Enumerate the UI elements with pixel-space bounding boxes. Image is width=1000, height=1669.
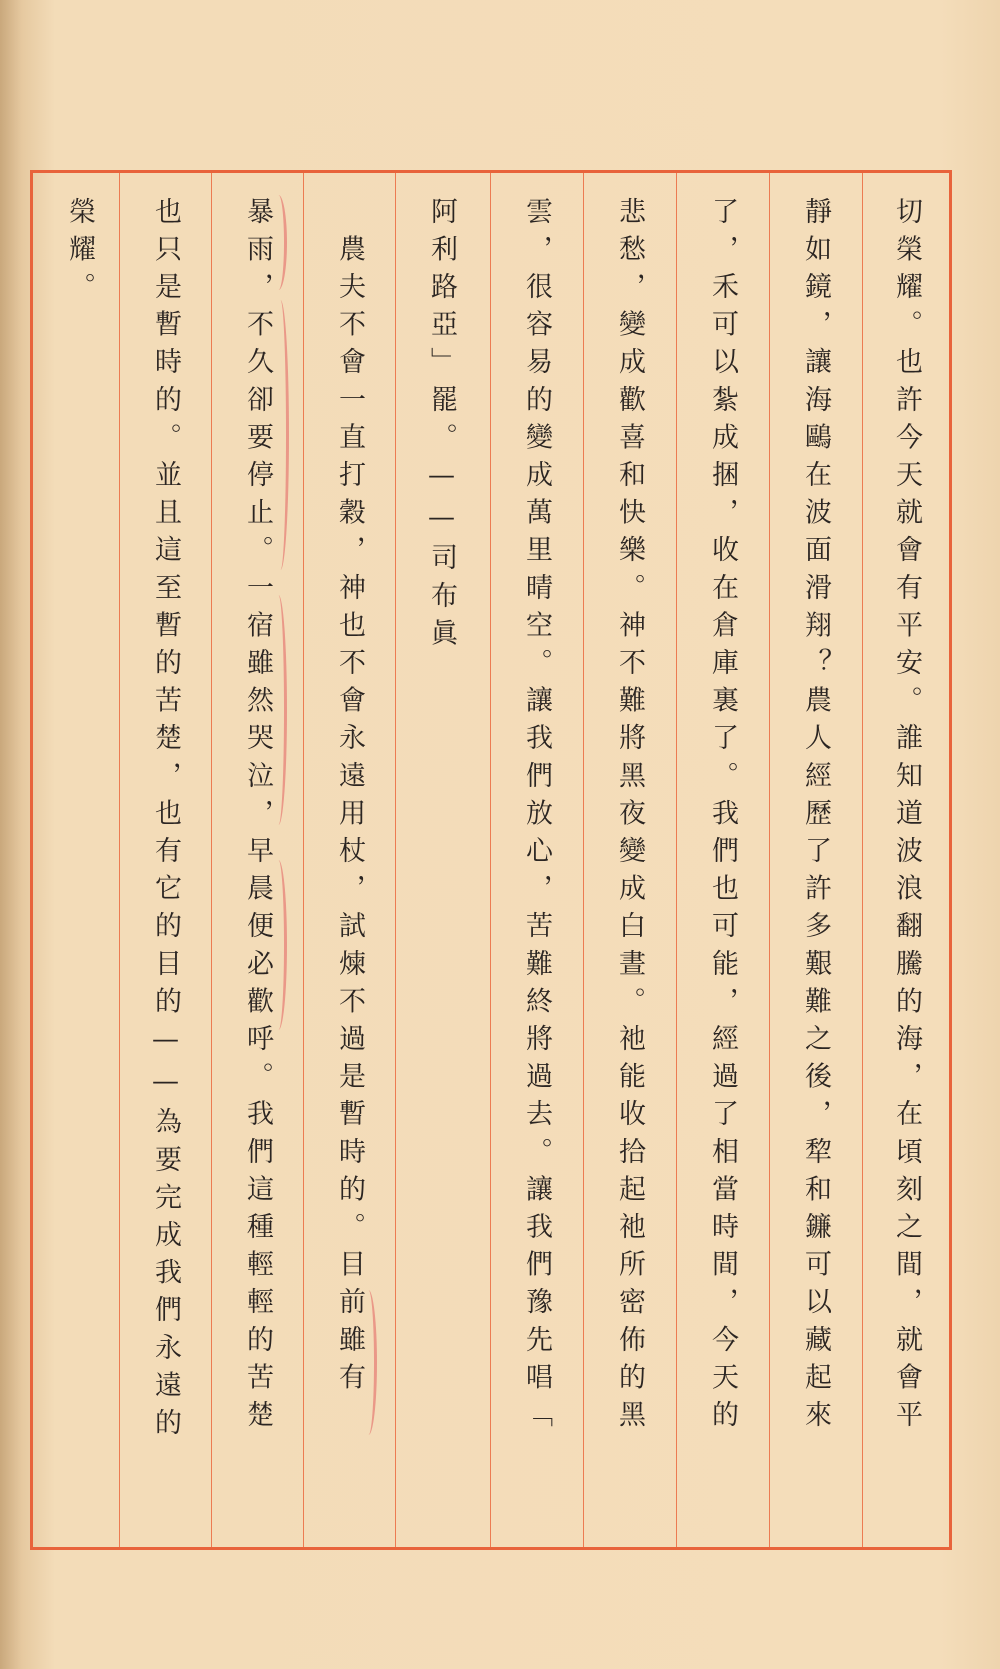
text-column-5 [490, 173, 582, 1547]
pencil-mark [272, 300, 289, 570]
column-text: 悲愁，變成歡喜和快樂。神不難將黑夜變成白晝。祂能收拾起祂所密佈的黑 [614, 197, 645, 1438]
column-text: 也只是暫時的。並且這至暫的苦楚，也有它的目的——為要完成我們永遠的 [150, 197, 181, 1446]
text-column-1 [862, 173, 952, 1547]
pencil-mark [360, 1290, 377, 1435]
pencil-mark [270, 860, 287, 1030]
text-column-2 [769, 173, 861, 1547]
text-column-6 [395, 173, 487, 1547]
text-column-3 [676, 173, 768, 1547]
column-text: 榮耀。 [64, 197, 95, 310]
column-text: 靜如鏡，讓海鷗在波面滑翔？農人經歷了許多艱難之後，犂和鐮可以藏起來 [800, 197, 831, 1438]
column-text: 了，禾可以紮成捆，收在倉庫裏了。我們也可能，經過了相當時間，今天的 [707, 197, 738, 1438]
text-column-4 [583, 173, 675, 1547]
pencil-mark [270, 195, 287, 290]
text-frame [30, 170, 952, 1550]
text-column-8 [211, 173, 303, 1547]
pencil-mark [270, 595, 287, 825]
text-column-7 [303, 173, 395, 1547]
text-column-9 [119, 173, 211, 1547]
text-column-10 [33, 173, 125, 1547]
column-text: 暴雨，不久卻要停止。一宿雖然哭泣，早晨便必歡呼。我們這種輕輕的苦楚 [242, 197, 273, 1438]
column-text: 切榮耀。也許今天就會有平安。誰知道波浪翻騰的海，在頃刻之間，就會平 [891, 197, 922, 1438]
column-text: 雲，很容易的變成萬里晴空。讓我們放心，苦難終將過去。讓我們豫先唱「 [521, 197, 552, 1438]
column-text: 農夫不會一直打穀，神也不會永遠用杖，試煉不過是暫時的。目前雖有 [334, 197, 365, 1401]
column-text: 阿利路亞」罷。——司布眞 [426, 197, 457, 657]
